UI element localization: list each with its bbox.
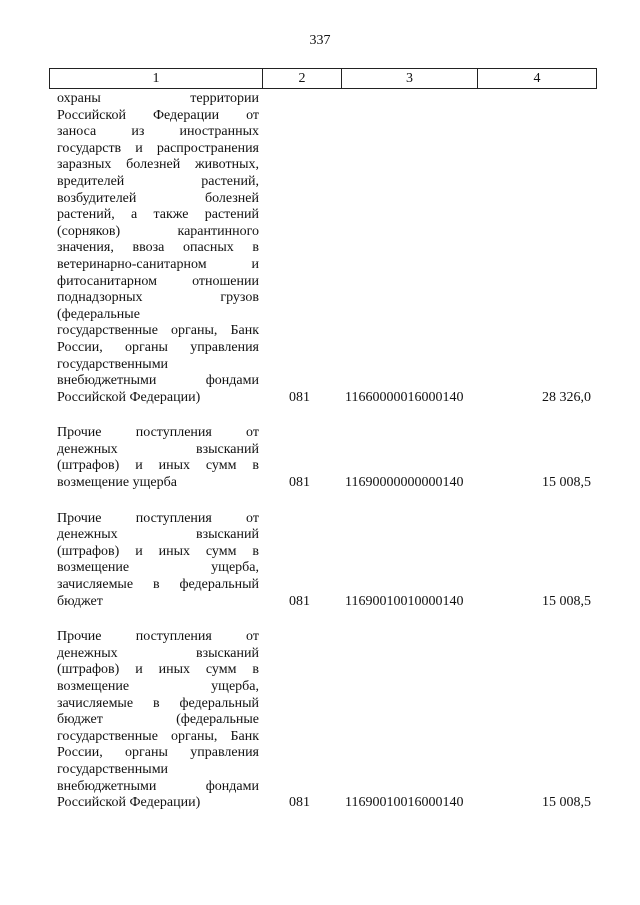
table-row [57,425,597,491]
row-name-line: заноса из иностранных [57,124,259,140]
table-row [57,91,597,406]
row-name-line: (штрафов) и иных сумм в [57,543,259,559]
table-row [57,629,597,812]
row-name-line: фитосанитарном отношении [57,273,259,289]
row-kbk: 11690010016000140 [345,795,464,811]
row-name-line: зачисляемые в федеральный [57,577,259,593]
row-name-line: Прочие поступления от [57,425,259,441]
row-name-line: поднадзорных грузов [57,290,259,306]
row-name [57,425,259,491]
row-name-line: денежных взысканий [57,645,259,661]
row-name-line: заразных болезней животных, [57,157,259,173]
row-name-line: государственными [57,761,169,777]
row-name-line: (штрафов) и иных сумм в [57,458,259,474]
row-name-line: внебюджетными фондами [57,373,259,389]
row-sum: 28 326,0 [542,389,591,405]
row-name-line: (штрафов) и иных сумм в [57,662,259,678]
column-header-3: 3 [342,69,478,88]
row-name-line: растений, а также растений [57,207,259,223]
row-name-line: Российской Федерации) [57,389,201,405]
row-name-line: государственные органы, Банк [57,728,259,744]
row-name-line: (сорняков) карантинного [57,223,259,239]
row-sum: 15 008,5 [542,593,591,609]
row-name [57,629,259,812]
row-name-line: России, органы управления [57,339,259,355]
row-name-line: внебюджетными фондами [57,778,259,794]
row-name-line: вредителей растений, [57,173,259,189]
row-sum: 15 008,5 [542,475,591,491]
row-name-line: государственные органы, Банк [57,323,259,339]
row-name-line: значения, ввоза опасных в [57,240,259,256]
row-kbk: 11690000000000140 [345,475,464,491]
row-name-line: зачисляемые в федеральный [57,695,259,711]
column-header-4: 4 [533,71,541,86]
row-name-line: бюджет [57,593,103,609]
row-name-line: государственными [57,356,169,372]
row-code: 081 [289,389,310,405]
row-name-line: возмещение ущерба, [57,679,259,694]
row-sum: 15 008,5 [542,795,591,811]
row-name-line: денежных взысканий [57,441,259,457]
row-name-line: возбудителей болезней [57,190,259,206]
table-row [57,511,597,611]
page-number: 337 [309,33,331,48]
row-name-line: Российской Федерации от [57,107,259,123]
row-name-line: возмещение ущерба, [57,560,259,576]
row-name [57,511,259,611]
row-code: 081 [289,475,310,491]
row-name-line: возмещение ущерба [57,475,177,491]
row-name-line: России, органы управления [57,745,259,761]
table-header [49,68,597,89]
row-name-line: бюджет (федеральные [57,712,259,728]
row-kbk: 11690010010000140 [345,593,464,609]
table-body [57,91,597,831]
column-header-2: 2 [263,69,342,88]
row-name [57,91,259,406]
row-name-line: Российской Федерации) [57,795,201,811]
row-code: 081 [289,795,310,811]
row-name-line: Прочие поступления от [57,629,259,645]
row-name-line: Прочие поступления от [57,510,259,526]
row-name-line: (федеральные [57,306,140,322]
column-header-1: 1 [50,69,263,88]
row-code: 081 [289,593,310,609]
row-name-line: государств и распространения [57,140,259,156]
row-kbk: 11660000016000140 [345,389,464,405]
row-name-line: охраны территории [57,91,259,106]
row-name-line: денежных взысканий [57,527,259,543]
row-name-line: ветеринарно-санитарном и [57,256,259,272]
